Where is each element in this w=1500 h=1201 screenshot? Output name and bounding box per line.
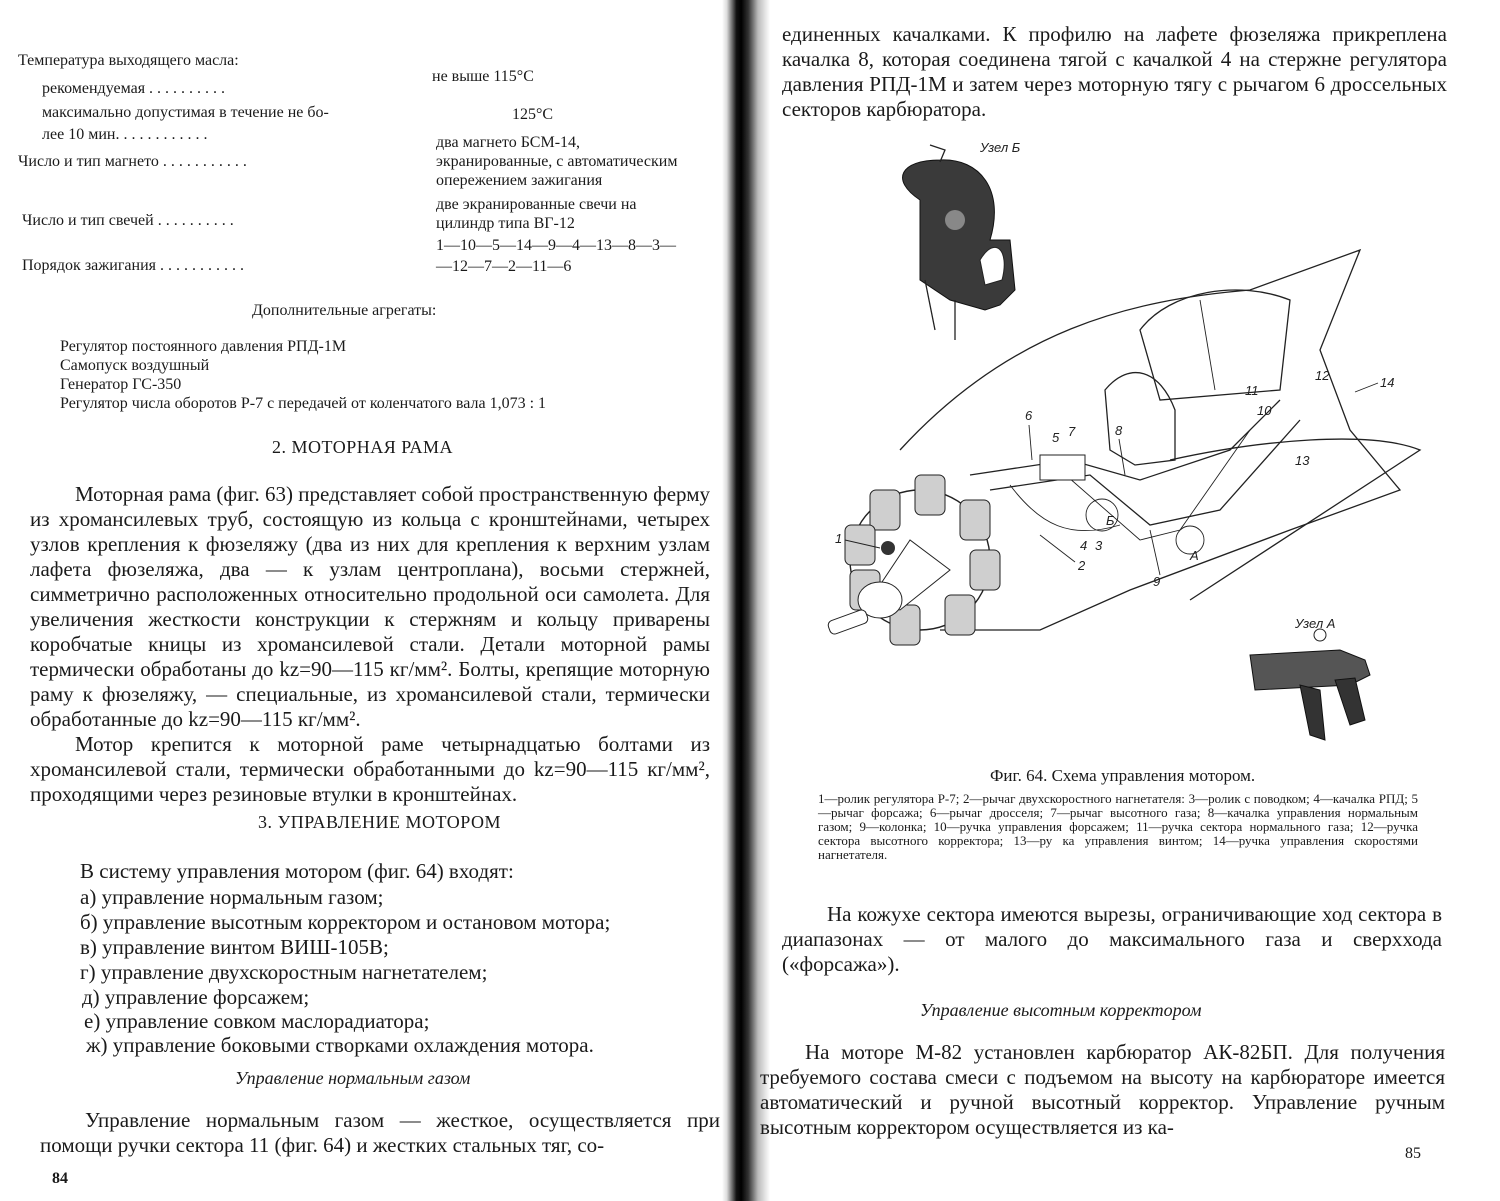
plugs-value: две экранированные свечи на цилиндр типа ВГ-12 [436,196,637,232]
callout-5: 5 [1052,430,1060,445]
section-3-intro: В систему управления мотором (фиг. 64) входят: [80,859,514,883]
radial-engine [827,455,1088,645]
section-2-title: 2. МОТОРНАЯ РАМА [272,437,453,457]
firing-order-value-2: —12—7—2—11—6 [436,258,572,275]
inset-b-illustration [903,145,1015,340]
callout-b: Б [1106,513,1115,528]
control-list-item: г) управление двухскоростным нагнетателем; [80,960,488,984]
subsection-altitude-corrector-title: Управление высотным корректором [920,1000,1202,1020]
inset-a-illustration [1250,629,1370,740]
section-2-paragraph: Мотор крепится к моторной раме четырнадцатью болтами из хромансилевой стали, термически обработанными до kz=90—115 кг/мм², проходящими через резиновые втулки в кронштейнах. [30,732,710,806]
subsection-normal-gas-paragraph: Управление нормальным газом — жесткое, осуществляется при помощи ручки сектора 11 (фиг. 64) и жестких стальных тяг, со- [40,1108,720,1157]
canopy-outline [1140,290,1290,400]
aux-unit-item: Самопуск воздушный [60,357,210,374]
callout-9: 9 [1153,574,1161,589]
oil-temp-recommended-value: не выше 115°С [432,68,534,85]
control-list-item: д) управление форсажем; [82,985,310,1009]
figure-64-engine-control-diagram [810,130,1460,760]
aux-unit-item: Регулятор числа оборотов Р-7 с передачей от коленчатого вала 1,073 : 1 [60,395,547,412]
callout-13: 13 [1295,453,1310,468]
subsection-altitude-corrector-paragraph: На моторе М-82 установлен карбюратор АК-82БП. Для получения требуемого состава смеси с подъемом на высоту на карбюраторе имеется автоматический и ручной высотный корректор. Управление ручным высотным корректором осуществляется из ка- [760,1040,1445,1139]
control-list-item: а) управление нормальным газом; [80,885,384,909]
section-2-paragraph: Моторная рама (фиг. 63) представляет собой пространственную ферму из хромансилевых труб, состоящую из кольца с кронштейнами, четырех узлов крепления к фюзеляжу (два из них для крепления к верхним узлам лафета фюзеляжа, два — к узлам центроплана), восьми стержней, симметрично расположенных относительно продольной оси самолета. Для увеличения жесткости конструкции к стержням и кольцу приварены коробчатые кницы из хромансилевой стали. Детали моторной рамы термически обработаны до kz=90—115 кг/мм². Болты, крепящие моторную раму к фюзеляжу, — специальные, из хромансилевой стали, термически обработанные до kz=90—115 кг/мм². [30,482,710,731]
callout-10: 10 [1257,403,1272,418]
page-number-left: 84 [52,1170,68,1187]
callout-3: 3 [1095,538,1103,553]
callout-11: 11 [1245,383,1259,398]
left-page [0,0,730,1201]
paragraph-after-figure: На кожухе сектора имеются вырезы, ограничивающие ход сектора в диапазонах — от малого до максимального газа и сверххода («форсажа»). [782,902,1442,976]
seat-outline [1105,373,1175,465]
control-list-item: ж) управление боковыми створками охлаждения мотора. [86,1033,594,1057]
subsection-normal-gas-title: Управление нормальным газом [235,1068,471,1088]
callout-7: 7 [1068,424,1076,439]
magneto-label: Число и тип магнето . . . . . . . . . . . [18,153,247,170]
callout-12: 12 [1315,368,1330,383]
oil-temp-max-value: 125°С [512,106,554,123]
aux-unit-item: Генератор ГС-350 [60,376,182,393]
aux-unit-item: Регулятор постоянного давления РПД-1М [60,338,347,355]
top-paragraph: единенных качалками. К профилю на лафете фюзеляжа прикреплена качалка 8, которая соединена тягой с качалкой 4 на стержне регулятора давления РПД-1М и затем через моторную тягу с рычагом 6 дроссельных секторов карбюратора. [782,22,1447,121]
figure-64-legend: 1—ролик регулятора Р-7; 2—рычаг двухскоростного нагнетателя: 3—ролик с поводком; 4—качалка РПД; 5—рычаг форсажа; 6—рычаг дросселя; 7—рычаг высотного газа; 8—качалка управления нормальным газом; 9—колонка; 10—ручка управления форсажем; 11—ручка сектора нормального газа; 12—ручка сектора высотного корректора; 13—ру ка управления винтом; 14—ручка управления скоростями нагнетателя. [818,791,1418,862]
control-rod [990,420,1300,525]
oil-temp-heading: Температура выходящего масла: [18,52,239,69]
control-list-item: б) управление высотным корректором и остановом мотора; [80,910,611,934]
control-list-item: в) управление винтом ВИШ-105В; [80,935,389,959]
callout-1: 1 [835,531,843,546]
callout-4: 4 [1080,538,1088,553]
callout-a: А [1190,548,1199,563]
callout-8: 8 [1115,423,1123,438]
callout-14: 14 [1380,375,1395,390]
right-page [760,0,1500,1201]
callout-6: 6 [1025,408,1033,423]
oil-temp-recommended-label: рекомендуемая . . . . . . . . . . [42,80,226,97]
firing-order-value-1: 1—10—5—14—9—4—13—8—3— [436,237,676,254]
aux-units-heading: Дополнительные агрегаты: [252,302,437,319]
oil-temp-max-label-1: максимально допустимая в течение не бо- [42,104,329,121]
oil-temp-max-label-2: лее 10 мин. . . . . . . . . . . . [42,126,208,143]
section-3-title: 3. УПРАВЛЕНИЕ МОТОРОМ [258,812,501,832]
inset-a-label: Узел А [1295,616,1336,631]
section-2-body [30,482,710,807]
callout-2: 2 [1078,558,1086,573]
figure-64-caption: Фиг. 64. Схема управления мотором. [990,766,1256,785]
firing-order-label: Порядок зажигания . . . . . . . . . . . [22,257,245,274]
control-rod [970,400,1280,480]
control-list-item: е) управление совком маслорадиатора; [84,1009,430,1033]
magneto-value: два магнето БСМ-14, экранированные, с автоматическим опережением зажигания [436,134,678,189]
inset-b-label: Узел Б [980,140,1021,155]
plugs-label: Число и тип свечей . . . . . . . . . . [22,212,234,229]
page-number-right: 85 [1405,1145,1421,1162]
